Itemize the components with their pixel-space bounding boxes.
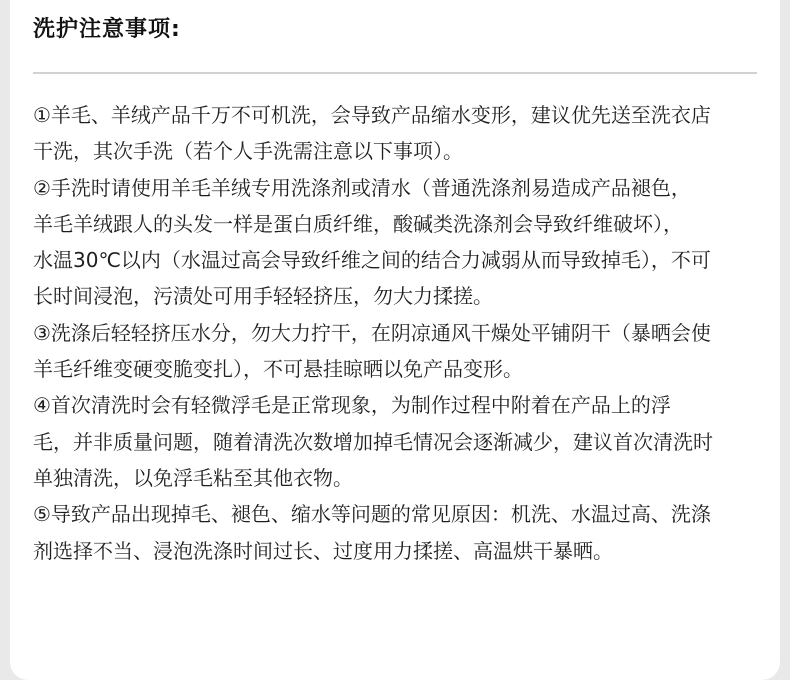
instructions-body	[33, 97, 757, 569]
instruction-line: 剂选择不当、浸泡洗涤时间过长、过度用力揉搓、高温烘干暴晒。	[33, 538, 613, 563]
care-instructions-card	[10, 0, 780, 680]
section-title: 洗护注意事项:	[33, 17, 181, 42]
instruction-line: ③洗涤后轻轻挤压水分，勿大力拧干，在阴凉通风干燥处平铺阴干（暴晒会使	[33, 320, 711, 345]
title-divider	[33, 72, 757, 74]
instruction-line: 水温30℃以内（水温过高会导致纤维之间的结合力减弱从而导致掉毛），不可	[33, 248, 711, 273]
instruction-line: ⑤导致产品出现掉毛、褪色、缩水等问题的常见原因：机洗、水温过高、洗涤	[33, 502, 711, 527]
instruction-line: ②手洗时请使用羊毛羊绒专用洗涤剂或清水（普通洗涤剂易造成产品褪色，	[33, 175, 691, 200]
instruction-line: ①羊毛、羊绒产品千万不可机洗，会导致产品缩水变形，建议优先送至洗衣店	[33, 103, 711, 127]
instruction-line: 毛，并非质量问题，随着清洗次数增加掉毛情况会逐渐减少，建议首次清洗时	[33, 429, 713, 454]
instruction-line: ④首次清洗时会有轻微浮毛是正常现象，为制作过程中附着在产品上的浮	[33, 393, 671, 418]
instruction-line: 长时间浸泡，污渍处可用手轻轻挤压，勿大力揉搓。	[33, 284, 493, 309]
instruction-line: 羊毛羊绒跟人的头发一样是蛋白质纤维，酸碱类洗涤剂会导致纤维破坏），	[33, 211, 683, 236]
instruction-line: 单独清洗，以免浮毛粘至其他衣物。	[33, 465, 353, 490]
instruction-line: 羊毛纤维变硬变脆变扎），不可悬挂晾晒以免产品变形。	[33, 357, 523, 382]
instruction-line: 干洗，其次手洗（若个人手洗需注意以下事项）。	[33, 139, 463, 164]
